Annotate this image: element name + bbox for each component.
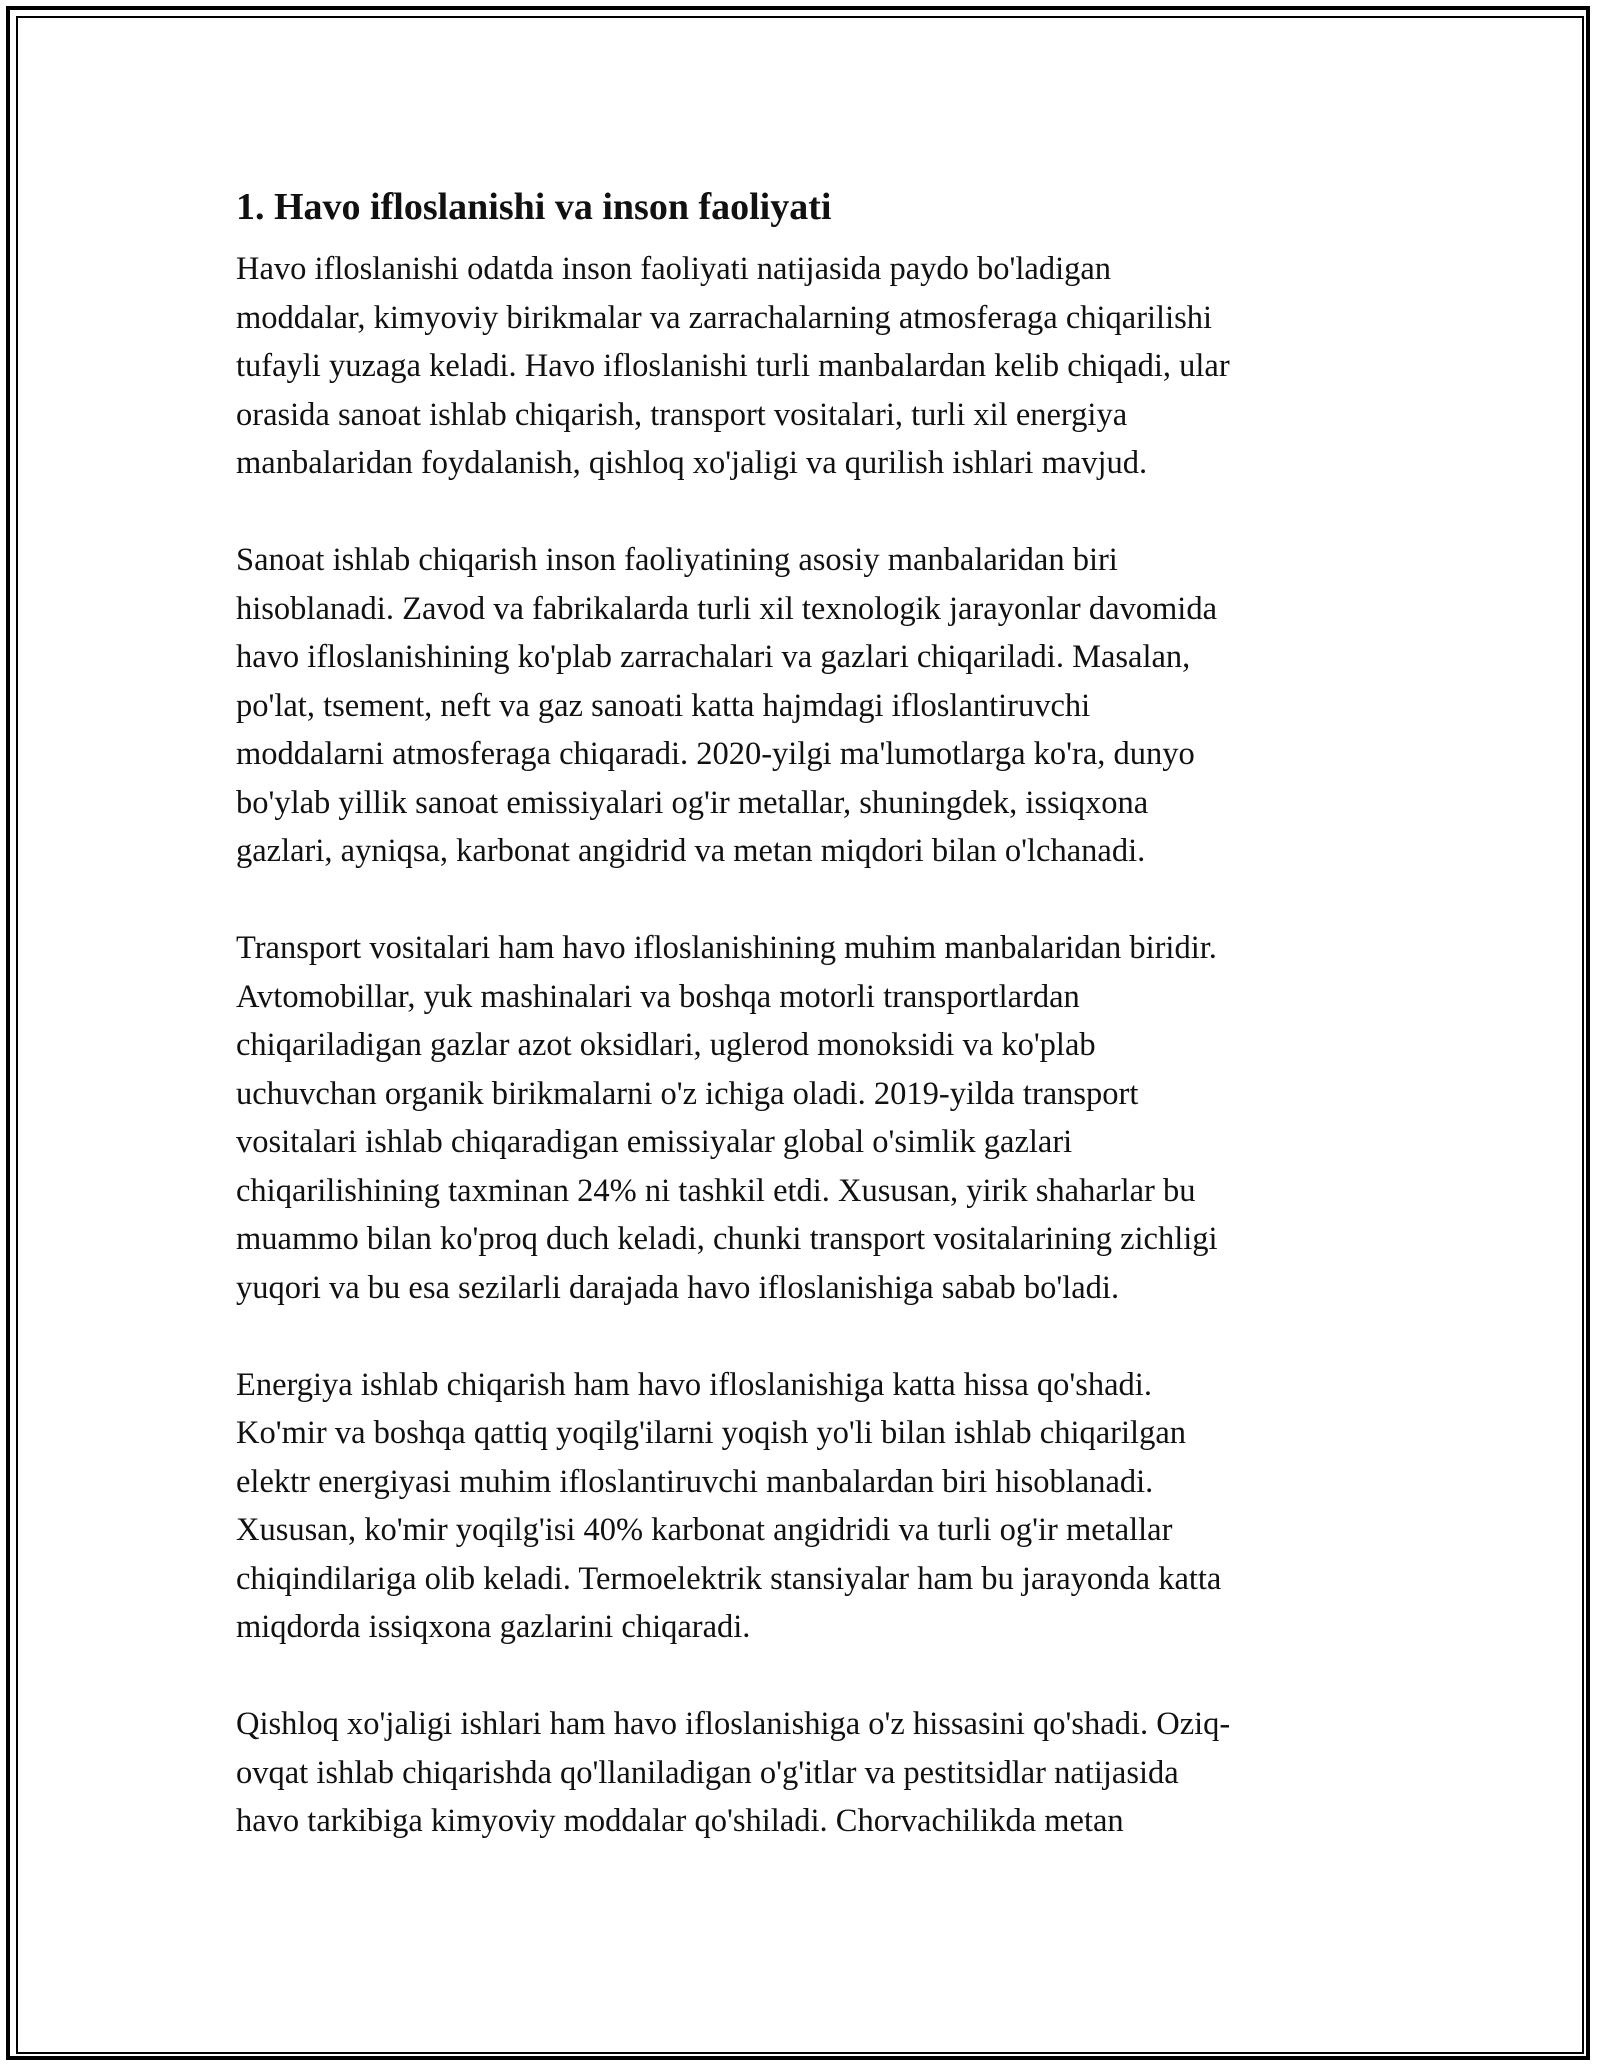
text-line: moddalarni atmosferaga chiqaradi. 2020-yilgi ma'lumotlarga ko'ra, dunyo bbox=[236, 736, 1195, 772]
text-line: tufayli yuzaga keladi. Havo ifloslanishi turli manbalardan kelib chiqadi, ular bbox=[236, 348, 1230, 384]
text-line: vositalari ishlab chiqaradigan emissiyalar global o'simlik gazlari bbox=[236, 1124, 1073, 1160]
text-line: gazlari, ayniqsa, karbonat angidrid va metan miqdori bilan o'lchanadi. bbox=[236, 833, 1146, 869]
text-line: orasida sanoat ishlab chiqarish, transport vositalari, turli xil energiya bbox=[236, 396, 1128, 433]
document-body bbox=[236, 183, 1356, 1894]
text-line: miqdorda issiqxona gazlarini chiqaradi. bbox=[236, 1609, 751, 1645]
text-line: chiqariladigan gazlar azot oksidlari, uglerod monoksidi va ko'plab bbox=[236, 1027, 1096, 1063]
text-line: chiqarilishining taxminan 24% ni tashkil etdi. Xususan, yirik shaharlar bu bbox=[236, 1172, 1196, 1209]
text-line: muammo bilan ko'proq duch keladi, chunki transport vositalarining zichligi bbox=[236, 1221, 1218, 1257]
paragraph-list bbox=[236, 245, 1356, 1846]
text-line: manbalaridan foydalanish, qishloq xo'jaligi va qurilish ishlari mavjud. bbox=[236, 445, 1148, 481]
text-line: Sanoat ishlab chiqarish inson faoliyatining asosiy manbalaridan biri bbox=[236, 542, 1118, 578]
text-line: Avtomobillar, yuk mashinalari va boshqa motorli transportlardan bbox=[236, 978, 1080, 1015]
text-line: po'lat, tsement, neft va gaz sanoati katta hajmdagi ifloslantiruvchi bbox=[236, 687, 1091, 724]
text-line: havo tarkibiga kimyoviy moddalar qo'shiladi. Chorvachilikda metan bbox=[236, 1803, 1124, 1839]
text-line: Energiya ishlab chiqarish ham havo ifloslanishiga katta hissa qo'shadi. bbox=[236, 1366, 1152, 1403]
text-line: uchuvchan organik birikmalarni o'z ichiga oladi. 2019-yilda transport bbox=[236, 1075, 1139, 1112]
text-line: Ko'mir va boshqa qattiq yoqilg'ilarni yoqish yo'li bilan ishlab chiqarilgan bbox=[236, 1415, 1186, 1451]
text-line: Qishloq xo'jaligi ishlari ham havo ifloslanishiga o'z hissasini qo'shadi. Oziq- bbox=[236, 1706, 1231, 1742]
text-line: Havo ifloslanishi odatda inson faoliyati natijasida paydo bo'ladigan bbox=[236, 251, 1112, 287]
paragraph bbox=[236, 1361, 1356, 1652]
paragraph bbox=[236, 924, 1356, 1312]
text-line: bo'ylab yillik sanoat emissiyalari og'ir metallar, shuningdek, issiqxona bbox=[236, 784, 1149, 821]
paragraph bbox=[236, 245, 1356, 488]
text-line: elektr energiyasi muhim ifloslantiruvchi manbalardan biri hisoblanadi. bbox=[236, 1463, 1154, 1500]
text-line: havo ifloslanishining ko'plab zarrachalari va gazlari chiqariladi. Masalan, bbox=[236, 639, 1191, 675]
paragraph bbox=[236, 1700, 1356, 1846]
text-line: yuqori va bu esa sezilarli darajada havo ifloslanishiga sabab bo'ladi. bbox=[236, 1269, 1120, 1306]
text-line: moddalar, kimyoviy birikmalar va zarrachalarning atmosferaga chiqarilishi bbox=[236, 299, 1213, 336]
text-line: hisoblanadi. Zavod va fabrikalarda turli xil texnologik jarayonlar davomida bbox=[236, 590, 1218, 627]
text-line: chiqindilariga olib keladi. Termoelektrik stansiyalar ham bu jarayonda katta bbox=[236, 1560, 1222, 1597]
text-line: Transport vositalari ham havo ifloslanishining muhim manbalaridan biridir. bbox=[236, 930, 1217, 966]
section-heading: 1. Havo ifloslanishi va inson faoliyati bbox=[236, 186, 832, 228]
text-line: Xususan, ko'mir yoqilg'isi 40% karbonat angidridi va turli og'ir metallar bbox=[236, 1512, 1173, 1548]
text-line: ovqat ishlab chiqarishda qo'llaniladigan o'g'itlar va pestitsidlar natijasida bbox=[236, 1754, 1179, 1791]
paragraph bbox=[236, 536, 1356, 876]
